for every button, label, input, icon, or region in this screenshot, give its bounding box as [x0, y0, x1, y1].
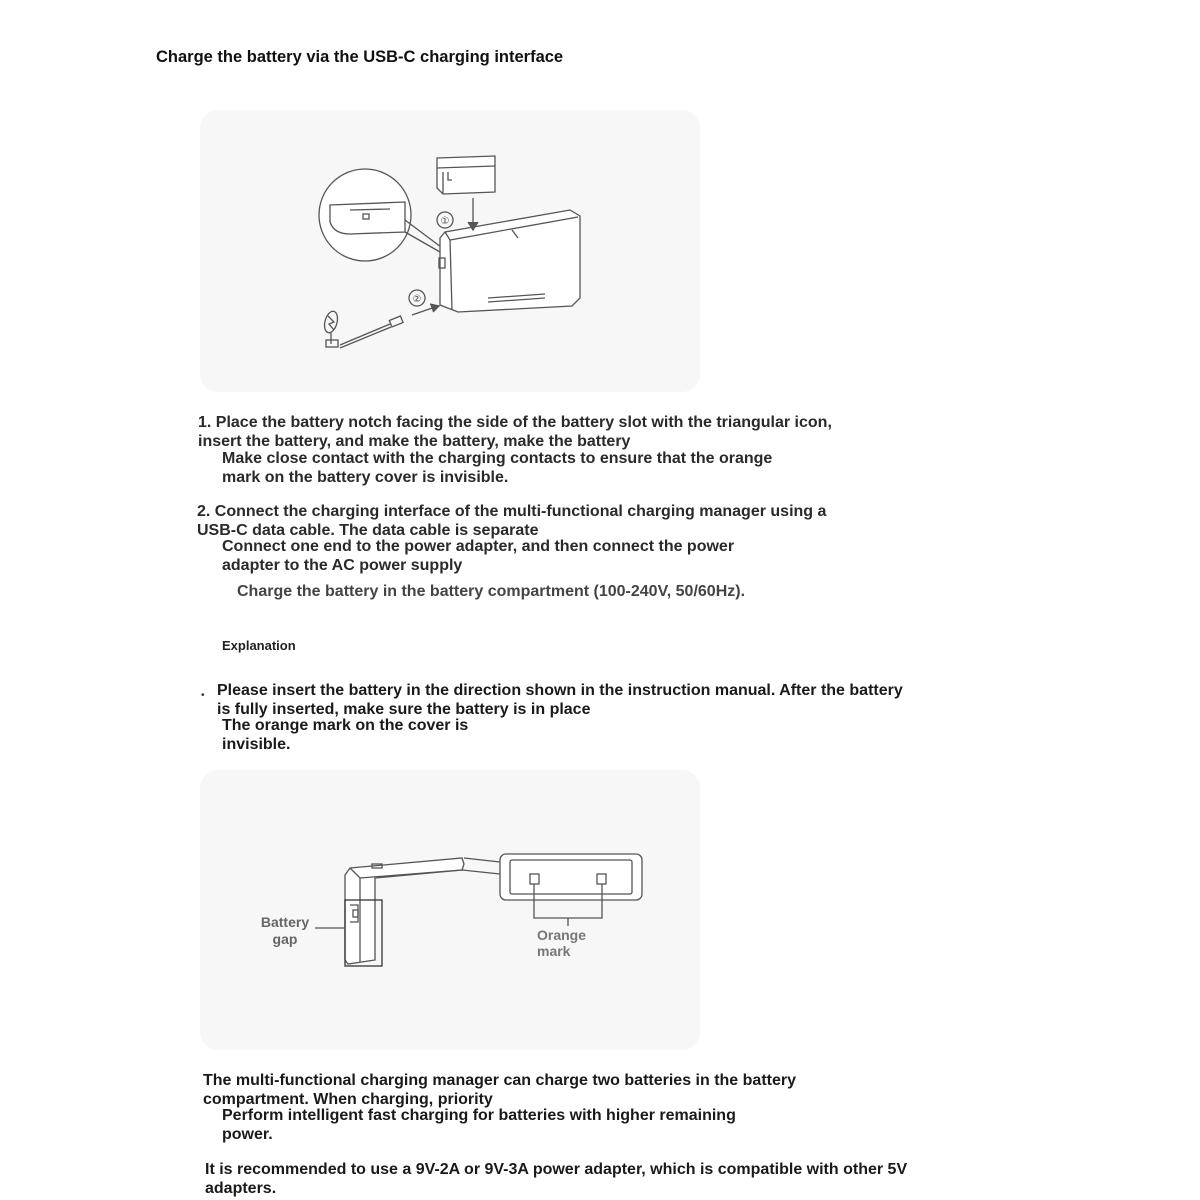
adapter-line1: It is recommended to use a 9V-2A or 9V-3A power adapter, which is compatible with other 5V — [205, 1161, 908, 1178]
explanation-line1: Please insert the battery in the direction shown in the instruction manual. After the battery — [217, 682, 903, 699]
priority-line4: power. — [222, 1126, 273, 1143]
step-mark-2: ② — [412, 294, 422, 305]
step-mark-1: ① — [440, 216, 450, 227]
battery-gap-diagram — [200, 770, 700, 1050]
charging-diagram — [200, 110, 700, 392]
step2-line5: Charge the battery in the battery compartment (100-240V, 50/60Hz). — [237, 583, 746, 600]
step2-line4: adapter to the AC power supply — [222, 557, 463, 574]
orange-mark-label-2: mark — [537, 943, 571, 959]
battery-insert — [437, 156, 495, 194]
step1-line1: 1. Place the battery notch facing the side of the battery slot with the triangular icon, — [198, 414, 832, 431]
orange-mark-label-1: Orange — [537, 927, 587, 943]
priority-line2: compartment. When charging, priority — [203, 1091, 493, 1108]
step1-line3: Make close contact with the charging contacts to ensure that the orange — [222, 450, 773, 467]
battery-gap-label-1: Battery — [260, 914, 310, 930]
page-title: Charge the battery via the USB-C charging interface — [156, 48, 564, 66]
explanation-line2: is fully inserted, make sure the battery is in place — [217, 701, 591, 718]
priority-line1: The multi-functional charging manager can charge two batteries in the battery — [203, 1072, 796, 1089]
usb-c-cable — [340, 324, 390, 345]
detail-zoom-circle — [319, 169, 411, 261]
explanation-line3: The orange mark on the cover is — [222, 717, 469, 734]
priority-line3: Perform intelligent fast charging for batteries with higher remaining — [222, 1107, 736, 1124]
contacts-detail-box — [500, 854, 642, 900]
step1-line4: mark on the battery cover is invisible. — [222, 469, 509, 486]
explanation-heading: Explanation — [222, 638, 296, 653]
explanation-line4: invisible. — [222, 736, 291, 753]
step2-line1: 2. Connect the charging interface of the multi-functional charging manager using a — [197, 503, 827, 520]
adapter-line2: adapters. — [205, 1180, 277, 1197]
explanation-bullet: • — [201, 690, 205, 701]
battery-gap-label-2: gap — [272, 931, 298, 947]
step1-line2: insert the battery, and make the battery, make the battery — [198, 433, 631, 450]
step2-line3: Connect one end to the power adapter, and then connect the power — [222, 538, 735, 555]
step2-line2: USB-C data cable. The data cable is separate — [197, 522, 539, 539]
